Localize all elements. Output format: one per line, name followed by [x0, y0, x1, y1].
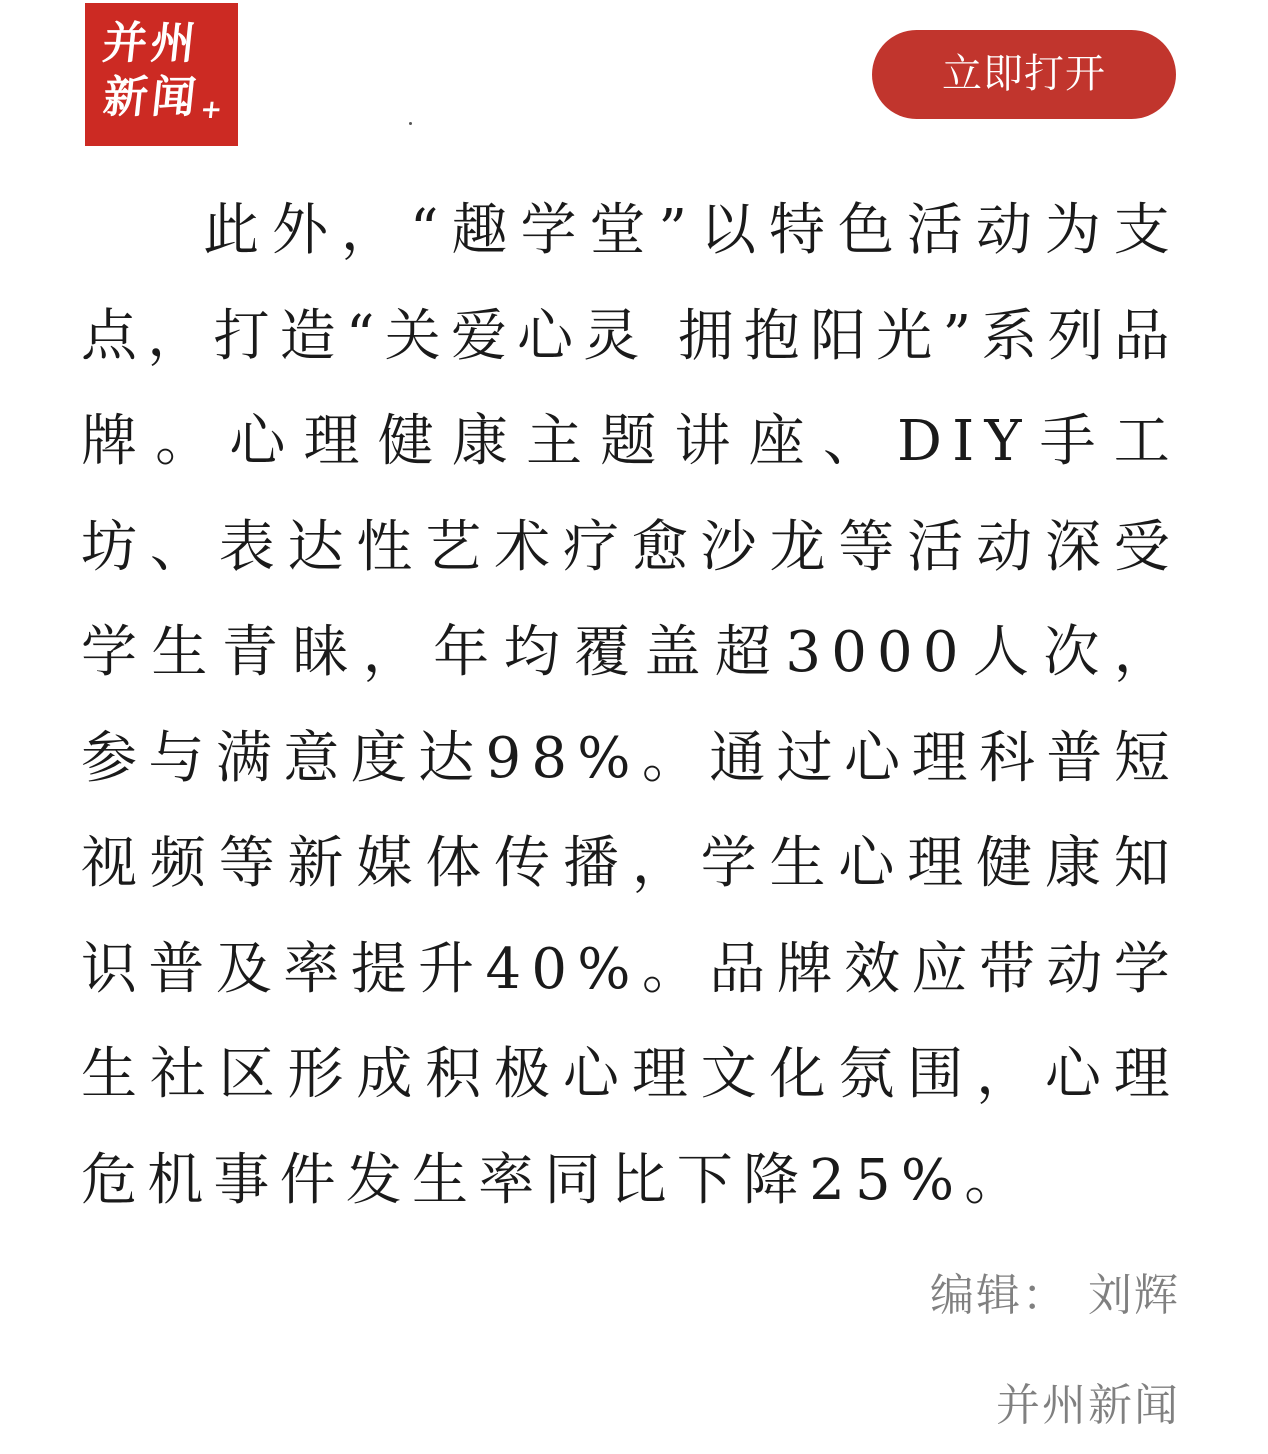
article-paragraph: 此外，“趣学堂”以特色活动为支点，打造“关爱心灵 拥抱阳光”系列品牌。心理健康主题讲座、DIY手工坊、表达性艺术疗愈沙龙等活动深受学生青睐，年均覆盖超3000人次，参与满意度达98%。通过心理科普短视频等新媒体传播，学生心理健康知识普及率提升40%。品牌效应带动学生社区形成积极心理文化氛围，心理危机事件发生率同比下降25%。	[81, 198, 1180, 1213]
decorative-dot	[409, 122, 412, 125]
app-banner	[0, 0, 1268, 160]
editor-credit	[930, 1266, 1180, 1326]
logo-text-line1: 并州	[100, 18, 202, 69]
logo-plus: +	[198, 95, 224, 125]
app-logo[interactable]	[85, 3, 238, 146]
logo-text-line2	[100, 71, 232, 137]
open-app-button[interactable]: 立即打开	[872, 30, 1176, 119]
editor-label: 编辑：	[930, 1270, 1068, 1321]
logo-text-line2-chars: 新闻	[101, 72, 203, 123]
editor-name: 刘辉	[1088, 1270, 1180, 1321]
article-source: 并州新闻	[996, 1380, 1180, 1431]
